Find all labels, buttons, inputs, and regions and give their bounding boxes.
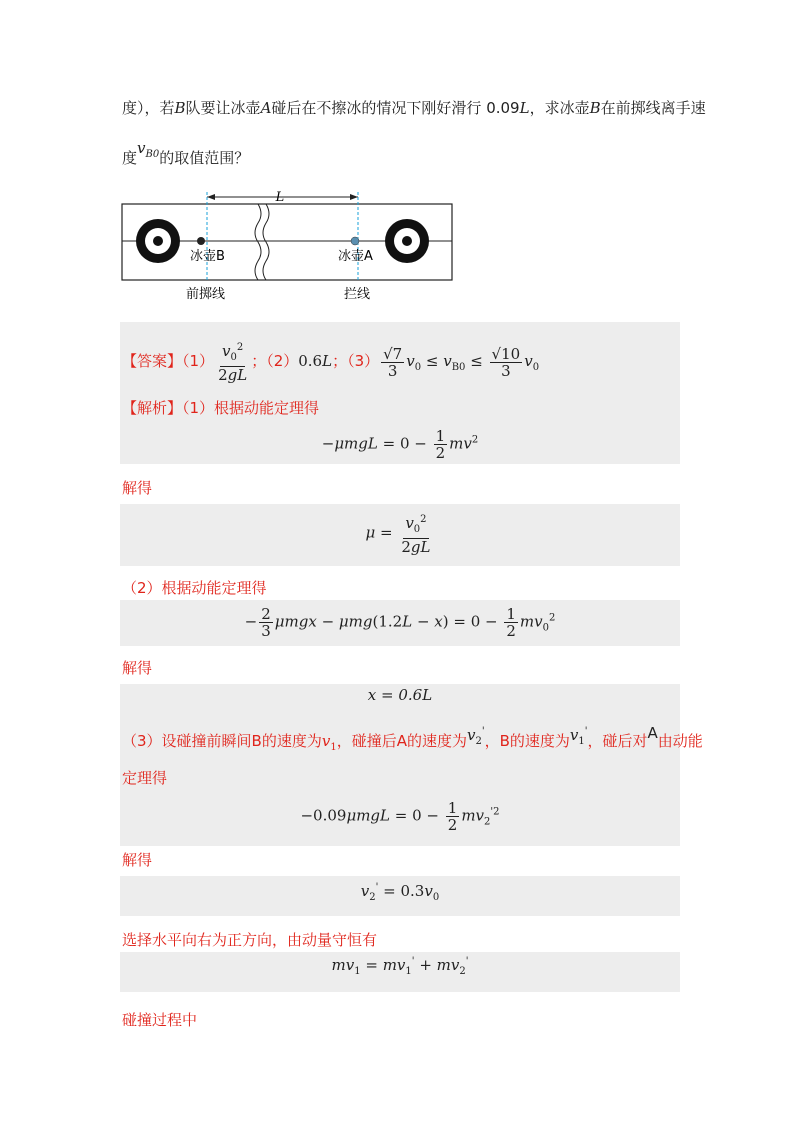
text: ；（3） — [332, 352, 380, 370]
dimension-label: L — [275, 190, 285, 205]
v1-symbol: $v_1$ — [321, 732, 337, 753]
text: ，碰撞后A的速度为 — [336, 732, 467, 750]
text: 碰后在不擦冰的情况下刚好滑行 — [271, 99, 482, 117]
analysis-line-2: （2）根据动能定理得 — [122, 579, 267, 597]
jiede-2: 解得 — [122, 659, 153, 677]
equation-6: $v_2' = 0.3v_0$ — [360, 882, 440, 903]
v1-prime-symbol: $v_1'$ — [569, 726, 588, 747]
equation-4: x = 0.6L — [367, 686, 433, 704]
target-center — [153, 236, 163, 246]
answer-line — [122, 340, 539, 383]
arrow-left — [207, 194, 215, 200]
analysis-line-3 — [122, 724, 703, 758]
text: A — [647, 724, 658, 742]
text: （1）根据动能定理得 — [182, 399, 320, 417]
answer-tag: 【答案】 — [122, 352, 183, 370]
text: （3）设碰撞前瞬间B的速度为 — [122, 732, 322, 750]
break-line-2 — [263, 204, 269, 280]
question-line-1 — [122, 98, 706, 118]
jiede-3: 解得 — [122, 851, 153, 869]
arrow-right — [350, 194, 358, 200]
equation-5: −0.09μmgL = 0 − $\frac{1}{2}$ $mv_2^{'2}$ — [300, 799, 500, 834]
equation-7: $mv_1 = mv_1' + mv_2'$ — [331, 956, 469, 977]
text: 由动能 — [657, 732, 703, 750]
text: （1） — [182, 352, 215, 370]
equation-3: − $\frac{2}{3}$ μmgx − μmg(1.2L − x) = 0 − $\frac{1}{2}$ $mv_0^2$ — [244, 605, 556, 640]
analysis-tag: 【解析】 — [122, 399, 183, 417]
target-center — [402, 236, 412, 246]
text: ，求冰壶 — [529, 99, 590, 117]
analysis-line-3b: 定理得 — [122, 769, 168, 787]
equation-2: μ = $\frac{v_0^2}{2gL}$ — [365, 514, 431, 556]
text: 队要让冰壶 — [185, 99, 261, 117]
answer-1: $\frac{v_0^2}{2gL}$ — [218, 342, 248, 384]
answer-3: $\frac{√7}{3}$ $v_0 \le v_{B0}$ ≤ $\frac{√10}{3}$ $v_0$ — [383, 344, 540, 380]
text: ，碰后对 — [587, 732, 648, 750]
label-back-line: 拦线 — [344, 287, 371, 302]
text: 0.09 — [486, 99, 520, 117]
v2-prime-symbol: $v_2'$ — [466, 726, 485, 747]
text: 在前掷线离手速 — [600, 99, 706, 117]
answer-2: 0.6L — [298, 352, 333, 370]
text: 度），若 — [122, 99, 175, 117]
text: ；（2） — [251, 352, 299, 370]
momentum-line: 选择水平向右为正方向，由动量守恒有 — [122, 931, 378, 949]
text: A — [260, 99, 272, 117]
text: ，B的速度为 — [484, 732, 570, 750]
break-line-1 — [255, 204, 261, 280]
vb0-symbol: $v_{B0}$ — [137, 139, 160, 160]
jiede-1: 解得 — [122, 479, 153, 497]
text: L — [519, 99, 530, 117]
equation-1: −μmgL = 0 − $\frac{1}{2}$ $mv^2$ — [321, 427, 479, 462]
curling-figure — [120, 190, 460, 305]
label-hog-line: 前掷线 — [186, 287, 226, 302]
text: 的取值范围？ — [159, 149, 250, 167]
stone-a — [351, 237, 359, 245]
question-line-2 — [122, 139, 250, 175]
text: 度 — [122, 149, 138, 167]
collision-line: 碰撞过程中 — [122, 1011, 198, 1029]
text: B — [589, 99, 601, 117]
text: B — [174, 99, 186, 117]
analysis-line-1 — [122, 398, 319, 418]
label-stone-b: 冰壶B — [190, 249, 225, 264]
stone-b — [197, 237, 205, 245]
label-stone-a: 冰壶A — [338, 249, 373, 264]
